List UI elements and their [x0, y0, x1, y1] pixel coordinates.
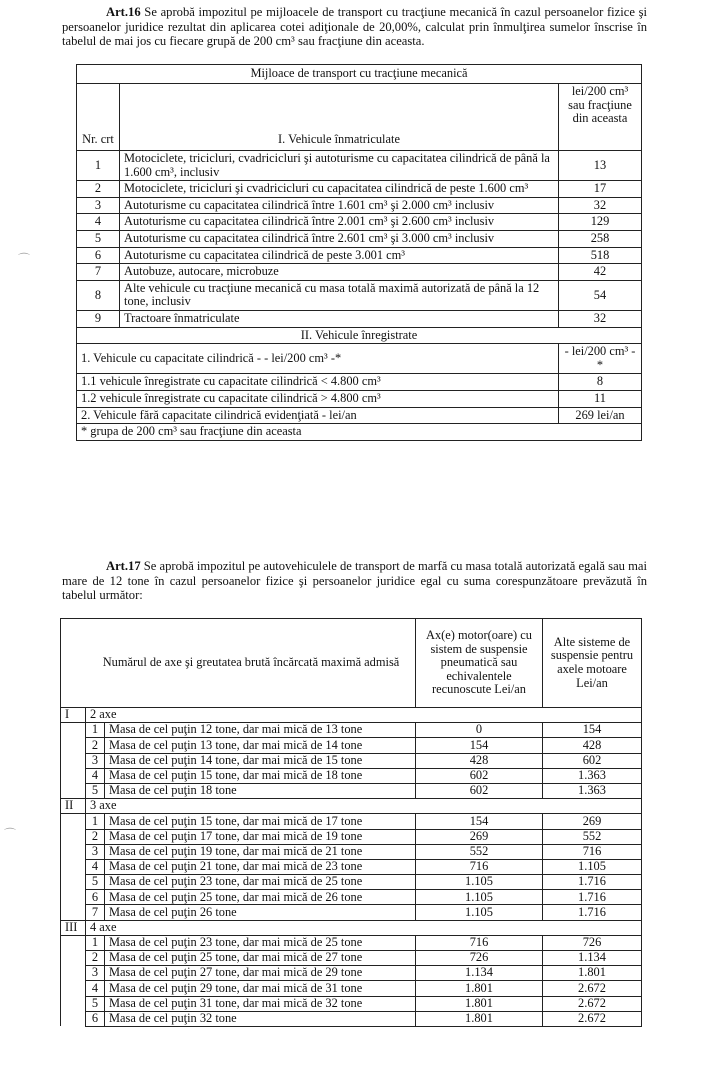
row-blank: [61, 996, 86, 1011]
scan-mark: ⌒: [4, 827, 17, 841]
row-n: 2: [86, 951, 105, 966]
table1-caption: Mijloace de transport cu tracţiune mecanică: [77, 65, 642, 84]
table-row: [77, 151, 642, 181]
row-blank: [61, 768, 86, 783]
row-desc: Masa de cel puţin 23 tone, dar mai mică de 25 tone: [105, 935, 416, 950]
art16-title: Art.16: [106, 5, 141, 19]
row-value: 32: [559, 197, 642, 214]
footnote-row: [77, 424, 642, 441]
table-row: [61, 753, 642, 768]
row-nr: 8: [77, 280, 120, 310]
row-b: 726: [543, 935, 642, 950]
row-a: 154: [416, 738, 543, 753]
table-row: [77, 181, 642, 198]
row-n: 6: [86, 1011, 105, 1026]
row-desc: Masa de cel puţin 26 tone: [105, 905, 416, 920]
row-blank: [61, 814, 86, 829]
row-a: 1.105: [416, 875, 543, 890]
row-n: 6: [86, 890, 105, 905]
row-value: 129: [559, 214, 642, 231]
row-desc: Masa de cel puţin 17 tone, dar mai mică de 19 tone: [105, 829, 416, 844]
row-b: 1.716: [543, 875, 642, 890]
table-row: [77, 374, 642, 391]
row-blank: [61, 981, 86, 996]
row-blank: [61, 829, 86, 844]
row-n: 1: [86, 814, 105, 829]
row-n: 2: [86, 829, 105, 844]
row-desc: Autoturisme cu capacitatea cilindrică între 2.001 cm³ şi 2.600 cm³ inclusiv: [120, 214, 559, 231]
row-desc: Alte vehicule cu tracţiune mecanică cu masa totală maximă autorizată de până la 12 tone, inclusiv: [120, 280, 559, 310]
col-b-header: Alte sisteme de suspensie pentru axele motoare Lei/an: [543, 619, 642, 708]
art17-text: Se aprobă impozitul pe autovehiculele de transport de marfă cu masa totală autorizată egală sau mai mare de 12 tone în cazul persoanelor fizice şi persoanelor juridice egal cu suma corespunzătoare prevăzută în tabelul următor:: [62, 559, 647, 602]
truck-tax-table: [60, 618, 642, 1027]
row-blank: [61, 905, 86, 920]
row-value: 42: [559, 264, 642, 281]
row-b: 1.801: [543, 966, 642, 981]
table-row: [61, 844, 642, 859]
row-desc: 2. Vehicule fără capacitate cilindrică evidenţiată - lei/an: [77, 407, 559, 424]
row-desc: Masa de cel puţin 31 tone, dar mai mică de 32 tone: [105, 996, 416, 1011]
art17-paragraph: [62, 559, 647, 603]
row-n: 5: [86, 783, 105, 798]
row-desc: Masa de cel puţin 19 tone, dar mai mică de 21 tone: [105, 844, 416, 859]
group-row: [61, 920, 642, 935]
col-a-header: Ax(e) motor(oare) cu sistem de suspensie pneumatică sau echivalentele recunoscute Lei/an: [416, 619, 543, 708]
table-row: [61, 814, 642, 829]
art16-paragraph: [62, 5, 647, 49]
row-nr: 7: [77, 264, 120, 281]
row-desc: Masa de cel puţin 12 tone, dar mai mică de 13 tone: [105, 723, 416, 738]
group-roman: II: [61, 799, 86, 814]
row-desc: Autoturisme cu capacitatea cilindrică între 1.601 cm³ şi 2.000 cm³ inclusiv: [120, 197, 559, 214]
row-desc: Masa de cel puţin 15 tone, dar mai mică de 17 tone: [105, 814, 416, 829]
row-value: 13: [559, 151, 642, 181]
row-desc: Motociclete, tricicluri şi cvadricicluri cu capacitatea cilindrică de peste 1.600 cm³: [120, 181, 559, 198]
row-b: 1.134: [543, 951, 642, 966]
row-b: 2.672: [543, 981, 642, 996]
row-value: 32: [559, 310, 642, 327]
row-desc: 1. Vehicule cu capacitate cilindrică - - lei/200 cm³ -*: [77, 344, 559, 374]
row-b: 269: [543, 814, 642, 829]
table-row: [61, 723, 642, 738]
row-a: 602: [416, 768, 543, 783]
table-row: [77, 344, 642, 374]
group-label: 4 axe: [86, 920, 642, 935]
group-label: 3 axe: [86, 799, 642, 814]
vehicle-tax-table: [76, 64, 642, 441]
table-row: [61, 829, 642, 844]
table-row: [77, 407, 642, 424]
row-b: 2.672: [543, 1011, 642, 1026]
row-n: 2: [86, 738, 105, 753]
group-label: 2 axe: [86, 708, 642, 723]
row-b: 1.363: [543, 768, 642, 783]
row-n: 1: [86, 935, 105, 950]
row-a: 1.801: [416, 1011, 543, 1026]
row-desc: Masa de cel puţin 13 tone, dar mai mică de 14 tone: [105, 738, 416, 753]
row-a: 716: [416, 935, 543, 950]
row-a: 428: [416, 753, 543, 768]
row-blank: [61, 859, 86, 874]
row-a: 0: [416, 723, 543, 738]
row-blank: [61, 966, 86, 981]
row-a: 1.134: [416, 966, 543, 981]
row-a: 602: [416, 783, 543, 798]
art16-text: Se aprobă impozitul pe mijloacele de transport cu tracţiune mecanică în cazul persoanelor fizice şi persoanelor juridice rezultat din aplicarea cotei adiţionale de 20,00%, calculat prin înmulţirea sumelor înscrise în tabelul de mai jos cu fiecare grupă de 200 cm³ sau fracţiune din aceasta.: [62, 5, 647, 48]
table-row: [77, 214, 642, 231]
footnote: * grupa de 200 cm³ sau fracţiune din aceasta: [77, 424, 642, 441]
row-desc: Masa de cel puţin 15 tone, dar mai mică de 18 tone: [105, 768, 416, 783]
row-blank: [61, 738, 86, 753]
row-b: 1.363: [543, 783, 642, 798]
table-row: [61, 996, 642, 1011]
row-value: 54: [559, 280, 642, 310]
row-a: 1.105: [416, 905, 543, 920]
row-b: 1.716: [543, 890, 642, 905]
row-a: 1.801: [416, 981, 543, 996]
table-row: [77, 280, 642, 310]
group-row: [61, 799, 642, 814]
table-row: [61, 951, 642, 966]
table-row: [61, 768, 642, 783]
row-b: 1.716: [543, 905, 642, 920]
row-desc: Autobuze, autocare, microbuze: [120, 264, 559, 281]
table-row: [61, 875, 642, 890]
row-nr: 4: [77, 214, 120, 231]
table-row: [61, 738, 642, 753]
table-row: [61, 859, 642, 874]
col-value-header: lei/200 cm³ sau fracţiune din aceasta: [559, 84, 642, 151]
table-row: [77, 264, 642, 281]
row-b: 716: [543, 844, 642, 859]
row-value: - lei/200 cm³ -*: [559, 344, 642, 374]
row-a: 1.105: [416, 890, 543, 905]
row-a: 1.801: [416, 996, 543, 1011]
row-n: 1: [86, 723, 105, 738]
group-roman: III: [61, 920, 86, 935]
row-nr: 9: [77, 310, 120, 327]
row-value: 8: [559, 374, 642, 391]
row-desc: Masa de cel puţin 21 tone, dar mai mică de 23 tone: [105, 859, 416, 874]
row-n: 3: [86, 753, 105, 768]
row-desc: Masa de cel puţin 29 tone, dar mai mică de 31 tone: [105, 981, 416, 996]
row-nr: 6: [77, 247, 120, 264]
row-desc: Masa de cel puţin 14 tone, dar mai mică de 15 tone: [105, 753, 416, 768]
table-row: [61, 890, 642, 905]
row-b: 602: [543, 753, 642, 768]
table-row: [61, 935, 642, 950]
section2-header: II. Vehicule înregistrate: [77, 327, 642, 344]
row-n: 5: [86, 875, 105, 890]
row-b: 552: [543, 829, 642, 844]
row-b: 154: [543, 723, 642, 738]
row-desc: 1.1 vehicule înregistrate cu capacitate cilindrică < 4.800 cm³: [77, 374, 559, 391]
row-n: 7: [86, 905, 105, 920]
scan-mark: ⌒: [18, 252, 31, 266]
row-b: 2.672: [543, 996, 642, 1011]
row-blank: [61, 844, 86, 859]
section1-header: I. Vehicule înmatriculate: [120, 84, 559, 151]
row-nr: 1: [77, 151, 120, 181]
row-n: 4: [86, 981, 105, 996]
col-desc-header: Numărul de axe şi greutatea brută încărcată maximă admisă: [61, 619, 416, 708]
row-desc: Masa de cel puţin 32 tone: [105, 1011, 416, 1026]
row-blank: [61, 890, 86, 905]
row-value: 11: [559, 390, 642, 407]
col-nr-header: Nr. crt: [77, 84, 120, 151]
row-desc: Tractoare înmatriculate: [120, 310, 559, 327]
table-row: [61, 783, 642, 798]
row-blank: [61, 783, 86, 798]
row-desc: 1.2 vehicule înregistrate cu capacitate cilindrică > 4.800 cm³: [77, 390, 559, 407]
table-row: [77, 390, 642, 407]
table-row: [61, 981, 642, 996]
row-blank: [61, 875, 86, 890]
row-desc: Motociclete, tricicluri, cvadricicluri şi autoturisme cu capacitatea cilindrică de până la 1.600 cm³, inclusiv: [120, 151, 559, 181]
row-desc: Masa de cel puţin 25 tone, dar mai mică de 27 tone: [105, 951, 416, 966]
table-row: [61, 966, 642, 981]
row-n: 3: [86, 966, 105, 981]
row-blank: [61, 723, 86, 738]
row-n: 3: [86, 844, 105, 859]
row-a: 154: [416, 814, 543, 829]
row-n: 4: [86, 859, 105, 874]
row-value: 518: [559, 247, 642, 264]
row-desc: Masa de cel puţin 23 tone, dar mai mică de 25 tone: [105, 875, 416, 890]
row-desc: Masa de cel puţin 25 tone, dar mai mică de 26 tone: [105, 890, 416, 905]
row-a: 552: [416, 844, 543, 859]
row-desc: Autoturisme cu capacitatea cilindrică între 2.601 cm³ şi 3.000 cm³ inclusiv: [120, 230, 559, 247]
table-row: [61, 1011, 642, 1026]
row-b: 1.105: [543, 859, 642, 874]
row-a: 269: [416, 829, 543, 844]
row-desc: Autoturisme cu capacitatea cilindrică de peste 3.001 cm³: [120, 247, 559, 264]
row-n: 5: [86, 996, 105, 1011]
row-value: 258: [559, 230, 642, 247]
row-blank: [61, 951, 86, 966]
row-blank: [61, 753, 86, 768]
row-blank: [61, 1011, 86, 1026]
row-b: 428: [543, 738, 642, 753]
table-row: [77, 230, 642, 247]
row-value: 269 lei/an: [559, 407, 642, 424]
group-roman: I: [61, 708, 86, 723]
row-nr: 5: [77, 230, 120, 247]
table-row: [61, 905, 642, 920]
section2-row: [77, 327, 642, 344]
table-row: [77, 310, 642, 327]
group-row: [61, 708, 642, 723]
row-value: 17: [559, 181, 642, 198]
row-nr: 2: [77, 181, 120, 198]
table-row: [77, 247, 642, 264]
table-row: [77, 197, 642, 214]
row-desc: Masa de cel puţin 27 tone, dar mai mică de 29 tone: [105, 966, 416, 981]
row-desc: Masa de cel puţin 18 tone: [105, 783, 416, 798]
row-a: 716: [416, 859, 543, 874]
art17-title: Art.17: [106, 559, 141, 573]
row-nr: 3: [77, 197, 120, 214]
row-blank: [61, 935, 86, 950]
row-a: 726: [416, 951, 543, 966]
row-n: 4: [86, 768, 105, 783]
